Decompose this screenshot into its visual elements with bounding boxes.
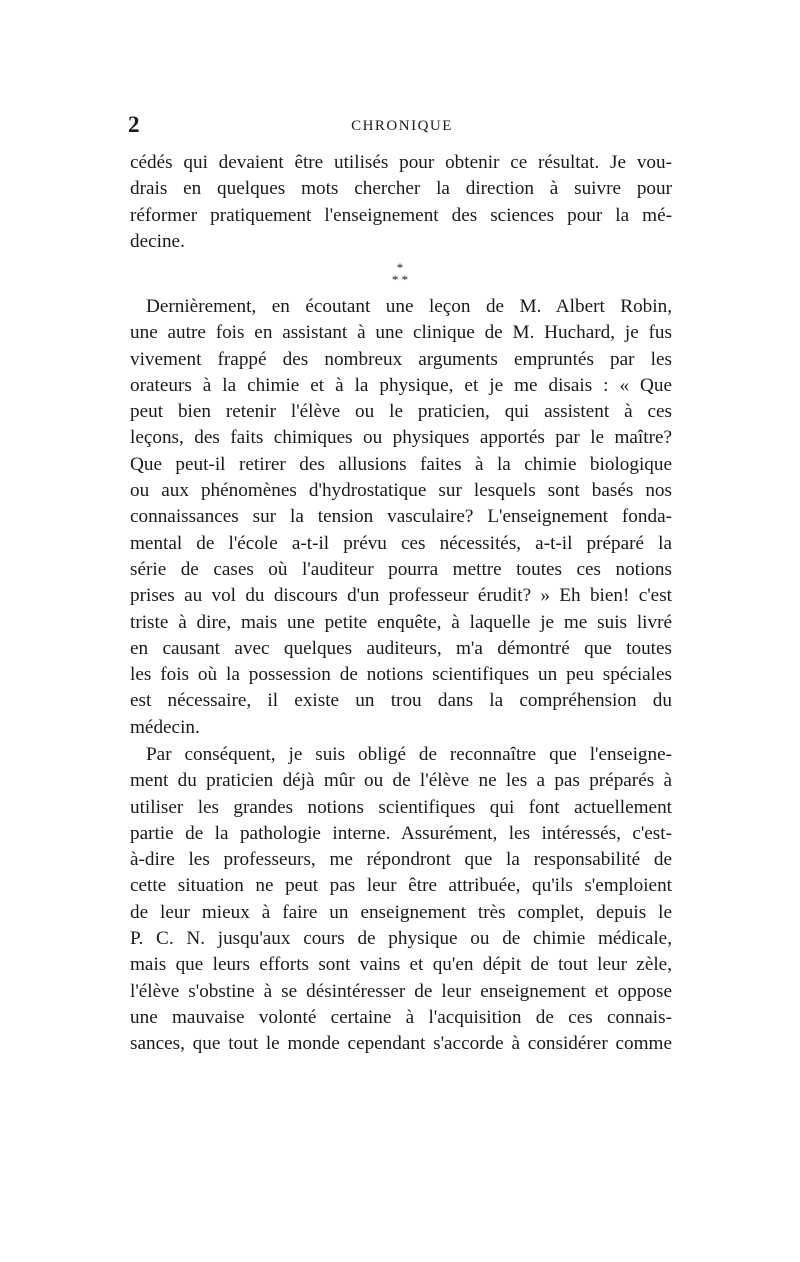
paragraph-2: [130, 294, 672, 741]
text-line: une mauvaise volonté certaine à l'acquisition de ces connais-: [130, 1006, 672, 1028]
text-line: vivement frappé des nombreux arguments empruntés par les: [130, 348, 672, 370]
text-line: l'élève s'obstine à se désintéresser de leur enseignement et oppose: [130, 980, 672, 1002]
text-line: une autre fois en assistant à une clinique de M. Huchard, je fus: [130, 322, 672, 344]
text-line: partie de la pathologie interne. Assurément, les intéressés, c'est-: [130, 822, 672, 844]
page-number: 2: [128, 112, 140, 137]
page-header: [128, 112, 676, 142]
text-line: Par conséquent, je suis obligé de reconnaître que l'enseigne-: [146, 744, 672, 765]
text-line: cédés qui devaient être utilisés pour obtenir ce résultat. Je vou-: [130, 152, 672, 173]
asterism-bottom: * *: [391, 272, 409, 287]
text-line: leçons, des faits chimiques ou physiques apportés par le maître?: [130, 427, 672, 449]
text-line: ou aux phénomènes d'hydrostatique sur lesquels sont basés nos: [130, 480, 672, 502]
text-line: Que peut-il retirer des allusions faites à la chimie biologique: [130, 453, 672, 475]
text-line: à-dire les professeurs, me répondront que la responsabilité de: [130, 849, 672, 871]
text-line: connaissances sur la tension vasculaire? L'enseignement fonda-: [130, 506, 672, 528]
text-line: sances, que tout le monde cependant s'accorde à considérer comme: [130, 1033, 672, 1055]
text-line: réformer pratiquement l'enseignement des sciences pour la mé-: [130, 204, 672, 226]
text-line: série de cases où l'auditeur pourra mettre toutes ces notions: [130, 558, 672, 580]
text-line: mais que leurs efforts sont vains et qu'en dépit de tout leur zèle,: [130, 954, 672, 976]
text-line: peut bien retenir l'élève ou le praticien, qui assistent à ces: [130, 401, 672, 423]
text-line: en causant avec quelques auditeurs, m'a démontré que toutes: [130, 637, 672, 659]
text-line: P. C. N. jusqu'aux cours de physique ou de chimie médicale,: [130, 928, 672, 950]
text-line: triste à dire, mais une petite enquête, à laquelle je me suis livré: [130, 611, 672, 633]
asterism-divider: [370, 262, 430, 292]
text-line: ment du praticien déjà mûr ou de l'élève ne les a pas préparés à: [130, 770, 672, 792]
text-line: les fois où la possession de notions scientifiques un peu spéciales: [130, 664, 672, 686]
text-line: de leur mieux à faire un enseignement très complet, depuis le: [130, 901, 672, 923]
text-line: orateurs à la chimie et à la physique, et je me disais : « Que: [130, 374, 672, 396]
running-title: CHRONIQUE: [351, 118, 453, 134]
text-line: decine.: [130, 230, 185, 252]
asterism-top: *: [396, 260, 404, 275]
text-line: est nécessaire, il existe un trou dans la compréhension du: [130, 690, 672, 712]
text-line: drais en quelques mots chercher la direction à suivre pour: [130, 178, 672, 200]
text-line: utiliser les grandes notions scientifiques qui font actuellement: [130, 796, 672, 818]
text-line: prises au vol du discours d'un professeur érudit? » Eh bien! c'est: [130, 585, 672, 607]
text-line: cette situation ne peut pas leur être attribuée, qu'ils s'emploient: [130, 875, 672, 897]
paragraph-1: [130, 150, 672, 255]
text-line: médecin.: [130, 716, 200, 738]
paragraph-3: [130, 742, 672, 1058]
text-line: Dernièrement, en écoutant une leçon de M. Albert Robin,: [146, 296, 672, 317]
text-line: mental de l'école a-t-il prévu ces nécessités, a-t-il préparé la: [130, 532, 672, 554]
